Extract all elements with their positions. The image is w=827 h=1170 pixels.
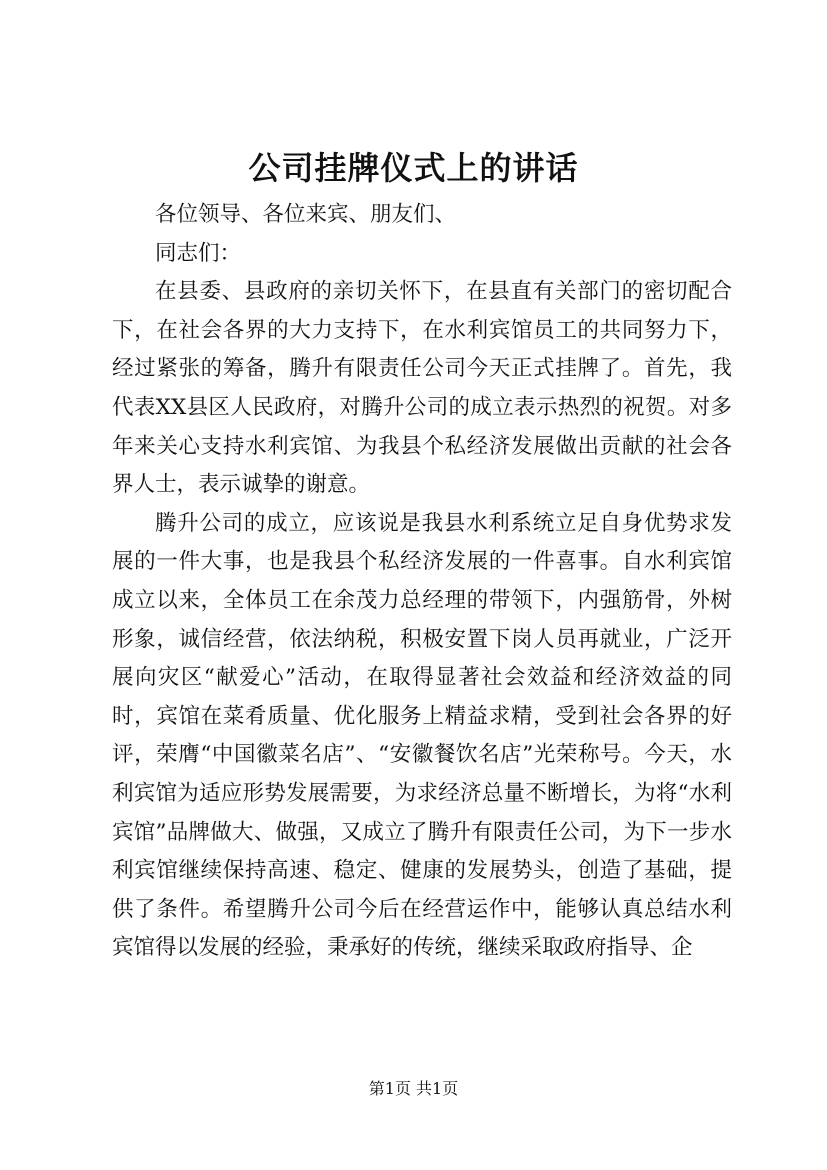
document-title: 公司挂牌仪式上的讲话 [248, 149, 579, 187]
salutation-line: 各位领导、各位来宾、朋友们、 [155, 202, 457, 227]
document-body [112, 196, 732, 968]
body-paragraph: 在县委、县政府的亲切关怀下，在县直有关部门的密切配合下，在社会各界的大力支持下，在水利宾馆员工的共同努力下，经过紧张的筹备，腾升有限责任公司今天正式挂牌了。首先，我代表XX县区人民政府，对腾升公司的成立表示热烈的祝贺。对多年来关心支持水利宾馆、为我县个私经济发展做出贡献的社会各界人士，表示诚挚的谢意。 [112, 279, 732, 498]
salutation-line: 同志们： [155, 240, 242, 266]
page-footer: 第1页 共1页 [368, 1079, 459, 1098]
body-paragraph: 腾升公司的成立，应该说是我县水利系统立足自身优势求发展的一件大事，也是我县个私经济发展的一件喜事。自水利宾馆成立以来，全体员工在余茂力总经理的带领下，内强筋骨，外树形象，诚信经营，依法纳税，积极安置下岗人员再就业，广泛开展向灾区“献爱心”活动，在取得显著社会效益和经济效益的同时，宾馆在菜肴质量、优化服务上精益求精，受到社会各界的好评，荣膺“中国徽菜名店”、“安徽餐饮名店”光荣称号。今天，水利宾馆为适应形势发展需要，为求经济总量不断增长，为将“水利宾馆”品牌做大、做强，又成立了腾升有限责任公司，为下一步水利宾馆继续保持高速、稳定、健康的发展势头，创造了基础，提供了条件。希望腾升公司今后在经营运作中，能够认真总结水利宾馆得以发展的经验，秉承好的传统，继续采取政府指导、企 [112, 510, 732, 961]
